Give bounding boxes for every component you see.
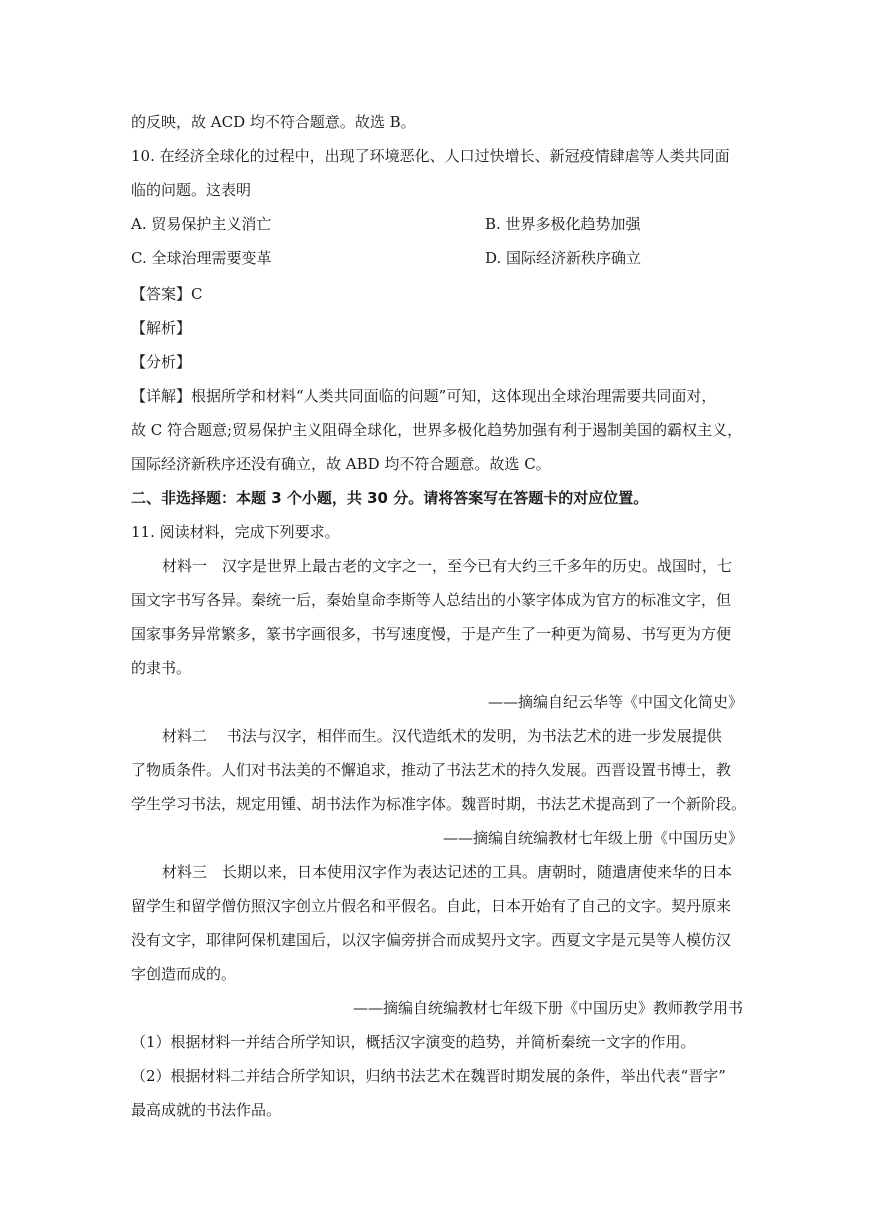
q11-subquestion-2-line1: （2）根据材料二并结合所学知识，归纳书法艺术在魏晋时期发展的条件，举出代表“晋字” [131,1067,726,1085]
material1-line1: 材料一 汉字是世界上最古老的文字之一，至今已有大约三千多年的历史。战国时，七 [162,557,733,575]
q10-option-b: B. 世界多极化趋势加强 [485,215,641,233]
q11-stem: 11. 阅读材料，完成下列要求。 [131,523,340,541]
q11-subquestion-2-line2: 最高成就的书法作品。 [131,1101,282,1119]
material3-line3: 没有文字，耶律阿保机建国后，以汉字偏旁拼合而成契丹文字。西夏文字是元昊等人模仿汉 [131,931,732,949]
q10-answer: 【答案】C [131,285,203,303]
q10-option-c: C. 全球治理需要变革 [131,249,272,267]
material1-line2: 国文字书写各异。秦统一后，秦始皇命李斯等人总结出的小篆字体成为官方的标准文字，但 [131,591,732,609]
material1-source: ——摘编自纪云华等《中国文化简史》 [487,693,743,711]
q10-detail-line3: 国际经济新秩序还没有确立，故 ABD 均不符合题意。故选 C。 [131,455,551,473]
material3-source: ——摘编自统编教材七年级下册《中国历史》教师教学用书 [352,999,743,1017]
material2-line1: 材料二 书法与汉字，相伴而生。汉代造纸术的发明，为书法艺术的进一步发展提供 [162,727,722,745]
q10-fenxi-label: 【分析】 [131,353,192,371]
q10-analysis-label: 【解析】 [131,319,192,337]
q10-detail-line2: 故 C 符合题意;贸易保护主义阻碍全球化，世界多极化趋势加强有利于遏制美国的霸权主义， [131,421,743,439]
material2-line2: 了物质条件。人们对书法美的不懈追求，推动了书法艺术的持久发展。西晋设置书博士，教 [131,761,732,779]
q10-stem-line2: 临的问题。这表明 [131,181,252,199]
material2-source: ——摘编自统编教材七年级上册《中国历史》 [442,829,743,847]
material2-line3: 学生学习书法，规定用锺、胡书法作为标准字体。魏晋时期，书法艺术提高到了一个新阶段。 [131,795,747,813]
material1-line3: 国家事务异常繁多，篆书字画很多，书写速度慢，于是产生了一种更为简易、书写更为方便 [131,625,732,643]
q10-option-d: D. 国际经济新秩序确立 [485,249,642,267]
q11-subquestion-1: （1）根据材料一并结合所学知识，概括汉字演变的趋势，并简析秦统一文字的作用。 [131,1033,696,1051]
q10-option-a: A. 贸易保护主义消亡 [131,215,272,233]
section2-heading: 二、非选择题：本题 3 个小题，共 30 分。请将答案写在答题卡的对应位置。 [131,489,649,507]
q9-explanation-tail: 的反映，故 ACD 均不符合题意。故选 B。 [131,113,416,131]
q10-stem-line1: 10. 在经济全球化的过程中，出现了环境恶化、人口过快增长、新冠疫情肆虐等人类共同面 [131,147,730,165]
material3-line2: 留学生和留学僧仿照汉字创立片假名和平假名。自此，日本开始有了自己的文字。契丹原来 [131,897,732,915]
material1-line4: 的隶书。 [131,659,192,677]
material3-line4: 字创造而成的。 [131,965,237,983]
material3-line1: 材料三 长期以来，日本使用汉字作为表达记述的工具。唐朝时，随遣唐使来华的日本 [162,863,733,881]
q10-detail-line1: 【详解】根据所学和材料“人类共同面临的问题”可知，这体现出全球治理需要共同面对， [131,387,717,405]
